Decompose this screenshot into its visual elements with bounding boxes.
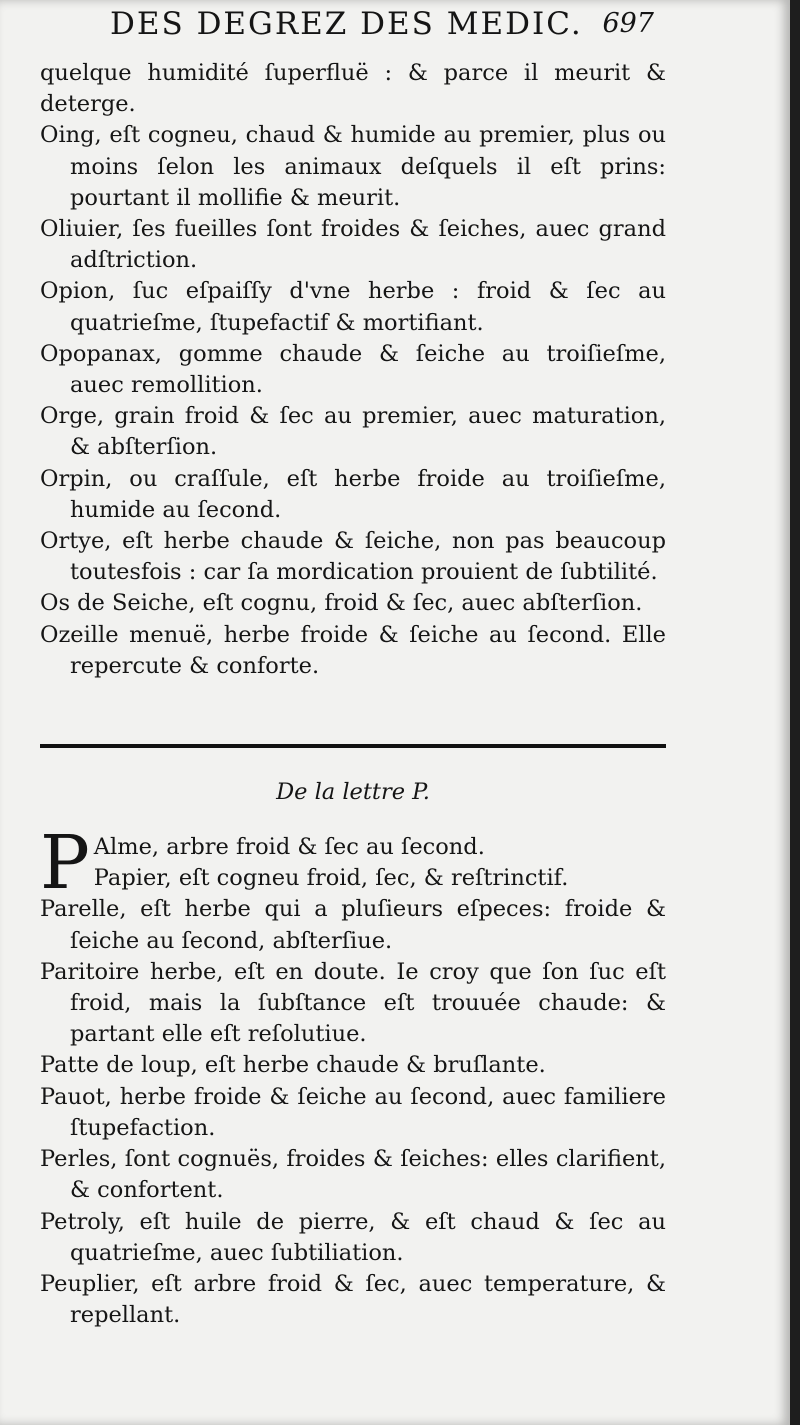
entry-continuation: quelque humidité ſuperfluë : & parce il meurit & deterge.: [40, 60, 666, 118]
drop-cap: P: [40, 820, 90, 907]
entry-palme: [40, 820, 666, 907]
page-number: 697: [602, 8, 654, 39]
entry-orpin: Orpin, ou craſſule, eſt herbe froide au troiſieſme, humide au ſecond.: [40, 465, 666, 523]
entry-opion: Opion, ſuc eſpaiſſy d'vne herbe : froid & ſec au quatrieſme, ſtupefactif & mortifiant.: [40, 278, 666, 336]
entry-oliuier: Oliuier, ſes fueilles ſont froides & ſeiches, auec grand adſtriction.: [40, 216, 666, 274]
entry-peuplier: Peuplier, eſt arbre froid & ſec, auec temperature, & repellant.: [40, 1270, 666, 1329]
entry-opopanax: Opopanax, gomme chaude & ſeiche au troiſieſme, auec remollition.: [40, 340, 666, 399]
entry-parelle: Parelle, eſt herbe qui a pluſieurs eſpeces: froide & ſeiche au ſecond, abſterſiue.: [40, 896, 666, 954]
entry-papier: Papier, eſt cogneu froid, ſec, & reſtrinctif.: [93, 865, 569, 892]
main-text: [40, 58, 666, 1331]
entry-perles: Perles, ſont cognuës, froides & ſeiches: elles clarifient, & confortent.: [40, 1146, 666, 1204]
section-divider: [40, 744, 666, 748]
entry-petroly: Petroly, eſt huile de pierre, & eſt chaud & ſec au quatrieſme, auec ſubtiliation.: [40, 1208, 666, 1266]
entry-patte-de-loup: Patte de loup, eſt herbe chaude & bruſlante.: [40, 1052, 546, 1079]
running-title: DES DEGREZ DES MEDIC.: [110, 6, 583, 42]
entry-paritoire: Paritoire herbe, eſt en doute. Ie croy que ſon ſuc eſt froid, mais la ſubſtance eſt trouuée chaude: & partant elle eſt reſolutiue.: [40, 958, 666, 1048]
entry-pauot: Pauot, herbe froide & ſeiche au ſecond, auec familiere ſtupefaction.: [40, 1083, 666, 1141]
entry-ozeille: Ozeille menuë, herbe froide & ſeiche au ſecond. Elle repercute & conforte.: [40, 621, 666, 679]
entry-ortye: Ortye, eſt herbe chaude & ſeiche, non pas beaucoup toutesfois : car ſa mordication prouient de ſubtilité.: [40, 528, 666, 586]
entry-orge: Orge, grain froid & ſec au premier, auec maturation, & abſterſion.: [40, 403, 666, 461]
entry-os-de-seiche: Os de Seiche, eſt cognu, froid & ſec, auec abſterſion.: [40, 590, 643, 617]
entry-oing: Oing, eſt cogneu, chaud & humide au premier, plus ou moins ſelon les animaux deſquels il eſt prins: pourtant il mollifie & meurit.: [40, 122, 666, 211]
page-header: [100, 2, 660, 44]
section-heading: De la lettre P.: [276, 779, 430, 806]
entry-palme-text: Alme, arbre froid & ſec au ſecond.: [93, 834, 485, 861]
